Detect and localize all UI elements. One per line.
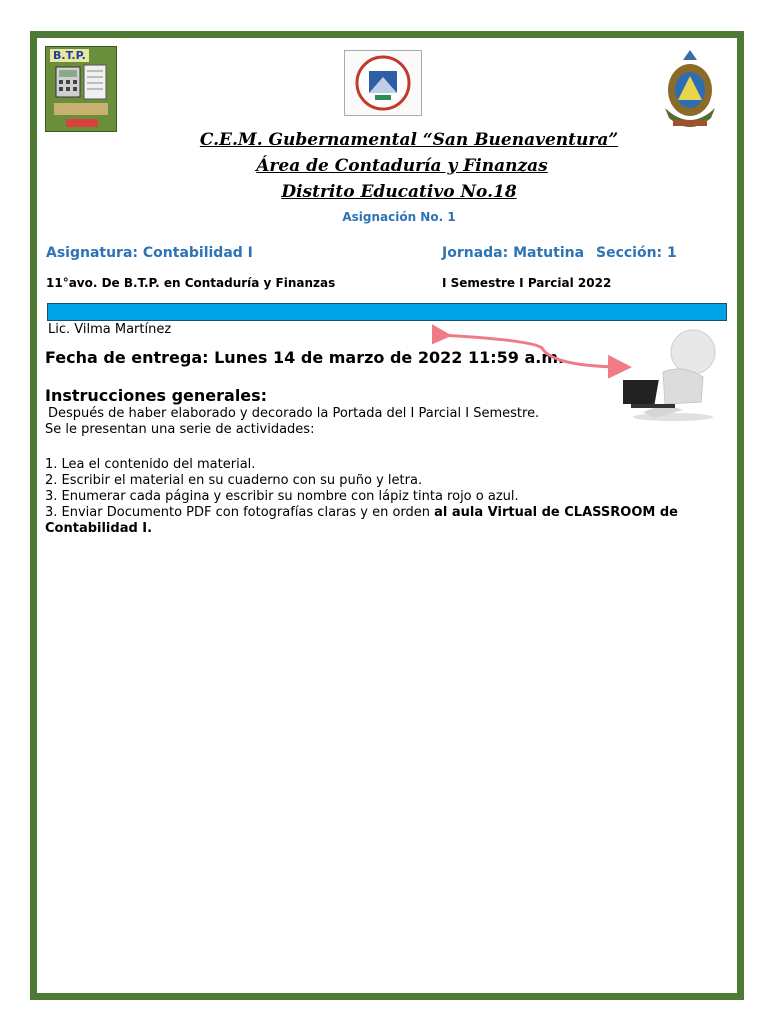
- shift-label: Jornada: Matutina: [442, 245, 585, 261]
- seal-emblem-icon: [345, 51, 421, 115]
- grade-label: 11°avo. De B.T.P. en Contaduría y Finanzas: [46, 276, 336, 290]
- subject-label: Asignatura: Contabilidad I: [46, 245, 253, 261]
- teacher-name: Lic. Vilma Martínez: [48, 322, 172, 337]
- instruction-item-2: 2. Escribir el material en su cuaderno con su puño y letra.: [45, 473, 423, 488]
- school-seal: [344, 50, 422, 116]
- department-title: Área de Contaduría y Finanzas: [256, 156, 548, 176]
- instruction-item-3: 3. Enumerar cada página y escribir su nombre con lápiz tinta rojo o azul.: [45, 489, 519, 504]
- instruction-item-4-continuation: Contabilidad I.: [45, 521, 153, 536]
- instructions-heading-text: Instrucciones generales: [45, 386, 261, 405]
- coat-of-arms-icon: [657, 46, 723, 130]
- btp-logo: [45, 46, 117, 132]
- instruction-item-4-text: 3. Enviar Documento PDF con fotografías claras y en orden: [45, 505, 435, 520]
- instruction-item-1: 1. Lea el contenido del material.: [45, 457, 256, 472]
- page-frame: [30, 31, 744, 1000]
- btp-logo-label: B.T.P.: [50, 49, 89, 62]
- instruction-item-4-bold: al aula Virtual de CLASSROOM de: [434, 505, 678, 520]
- due-date: Fecha de entrega: Lunes 14 de marzo de 2022 11:59 a.m.: [45, 348, 565, 367]
- person-laptop-icon: [623, 322, 723, 422]
- period-label: I Semestre I Parcial 2022: [442, 276, 612, 290]
- coat-of-arms: [657, 46, 723, 130]
- calculator-icon: [46, 47, 116, 131]
- instructions-heading-colon: :: [260, 386, 268, 405]
- instructions-intro-2: Se le presentan una serie de actividades:: [45, 422, 315, 437]
- pointer-arrow-icon: [432, 318, 632, 378]
- instructions-heading: [45, 386, 267, 405]
- assignment-number: Asignación No. 1: [342, 210, 456, 224]
- school-name-title: C.E.M. Gubernamental “San Buenaventura”: [199, 130, 619, 150]
- instructions-intro-1: Después de haber elaborado y decorado la Portada del I Parcial I Semestre.: [48, 406, 540, 421]
- district-title: Distrito Educativo No.18: [281, 182, 517, 202]
- instruction-item-4: [45, 505, 678, 520]
- section-label: Sección: 1: [596, 245, 677, 261]
